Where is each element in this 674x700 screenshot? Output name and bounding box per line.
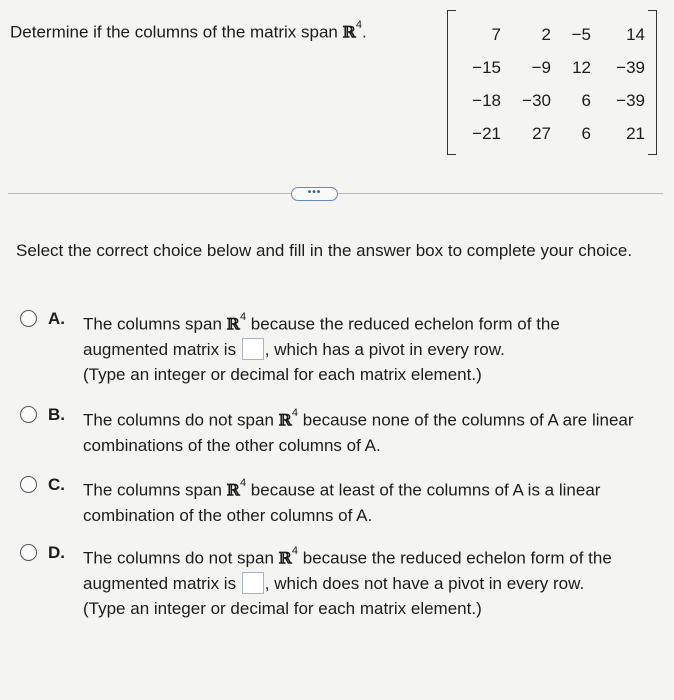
answer-box[interactable] [242,338,264,360]
matrix-cell: 27 [532,124,551,143]
matrix-cell: −15 [472,58,501,77]
matrix-cell: 7 [491,25,501,44]
real-space-symbol: ℝ [278,548,292,568]
matrix-cell: 14 [626,25,645,44]
radio-button-a[interactable] [20,310,37,327]
matrix-grid [459,18,645,150]
real-space-symbol: ℝ [226,480,240,500]
matrix [447,10,657,155]
choice-letter: D. [48,543,65,562]
choice-letter: A. [48,309,65,328]
choice-letter: B. [48,405,65,424]
expand-more-button[interactable]: ••• [291,187,338,201]
matrix-cell: −30 [522,91,551,110]
choice-text: The columns span ℝ$^4$ because at least of the columns of A is a linear combination of the other columns of A. [83,477,601,525]
instruction-text: Select the correct choice below and fill in the answer box to complete your choice. [16,241,633,260]
choice-note: (Type an integer or decimal for each matrix element.) [83,598,482,618]
matrix-cell: −39 [616,91,645,110]
choice-letter: C. [48,475,65,494]
matrix-left-bracket [447,10,456,155]
matrix-cell: −5 [571,25,591,44]
radio-button-b[interactable] [20,406,37,423]
matrix-cell: 21 [626,124,645,143]
choice-text: The columns do not span ℝ$^4$ because the reduced echelon form of the augmented matrix is , which does not have a pivot in every row. (Type an integer or decimal for each matrix element.) [83,545,612,618]
choice-text: The columns span ℝ$^4$ because the reduced echelon form of the augmented matrix is , which has a pivot in every row. (Type an integer or decimal for each matrix element.) [83,311,560,384]
matrix-cell: −39 [616,58,645,77]
choice-text: The columns do not span ℝ$^4$ because none of the columns of A are linear combinations of the other columns of A. [83,407,634,455]
radio-button-c[interactable] [20,476,37,493]
matrix-cell: 6 [581,124,591,143]
matrix-cell: −18 [472,91,501,110]
matrix-cell: −21 [472,124,501,143]
matrix-right-bracket [648,10,657,155]
matrix-cell: 6 [581,91,591,110]
real-space-symbol: ℝ [342,22,356,42]
real-space-symbol: ℝ [278,410,292,430]
choice-note: (Type an integer or decimal for each matrix element.) [83,364,482,384]
space-exponent: 4 [355,19,363,31]
question-text: Determine if the columns of the matrix span ℝ$^4$. [10,19,367,42]
radio-button-d[interactable] [20,544,37,561]
matrix-cell: 2 [541,25,551,44]
real-space-symbol: ℝ [226,314,240,334]
matrix-cell: 12 [572,58,591,77]
answer-box[interactable] [242,572,264,594]
matrix-cell: −9 [531,58,551,77]
